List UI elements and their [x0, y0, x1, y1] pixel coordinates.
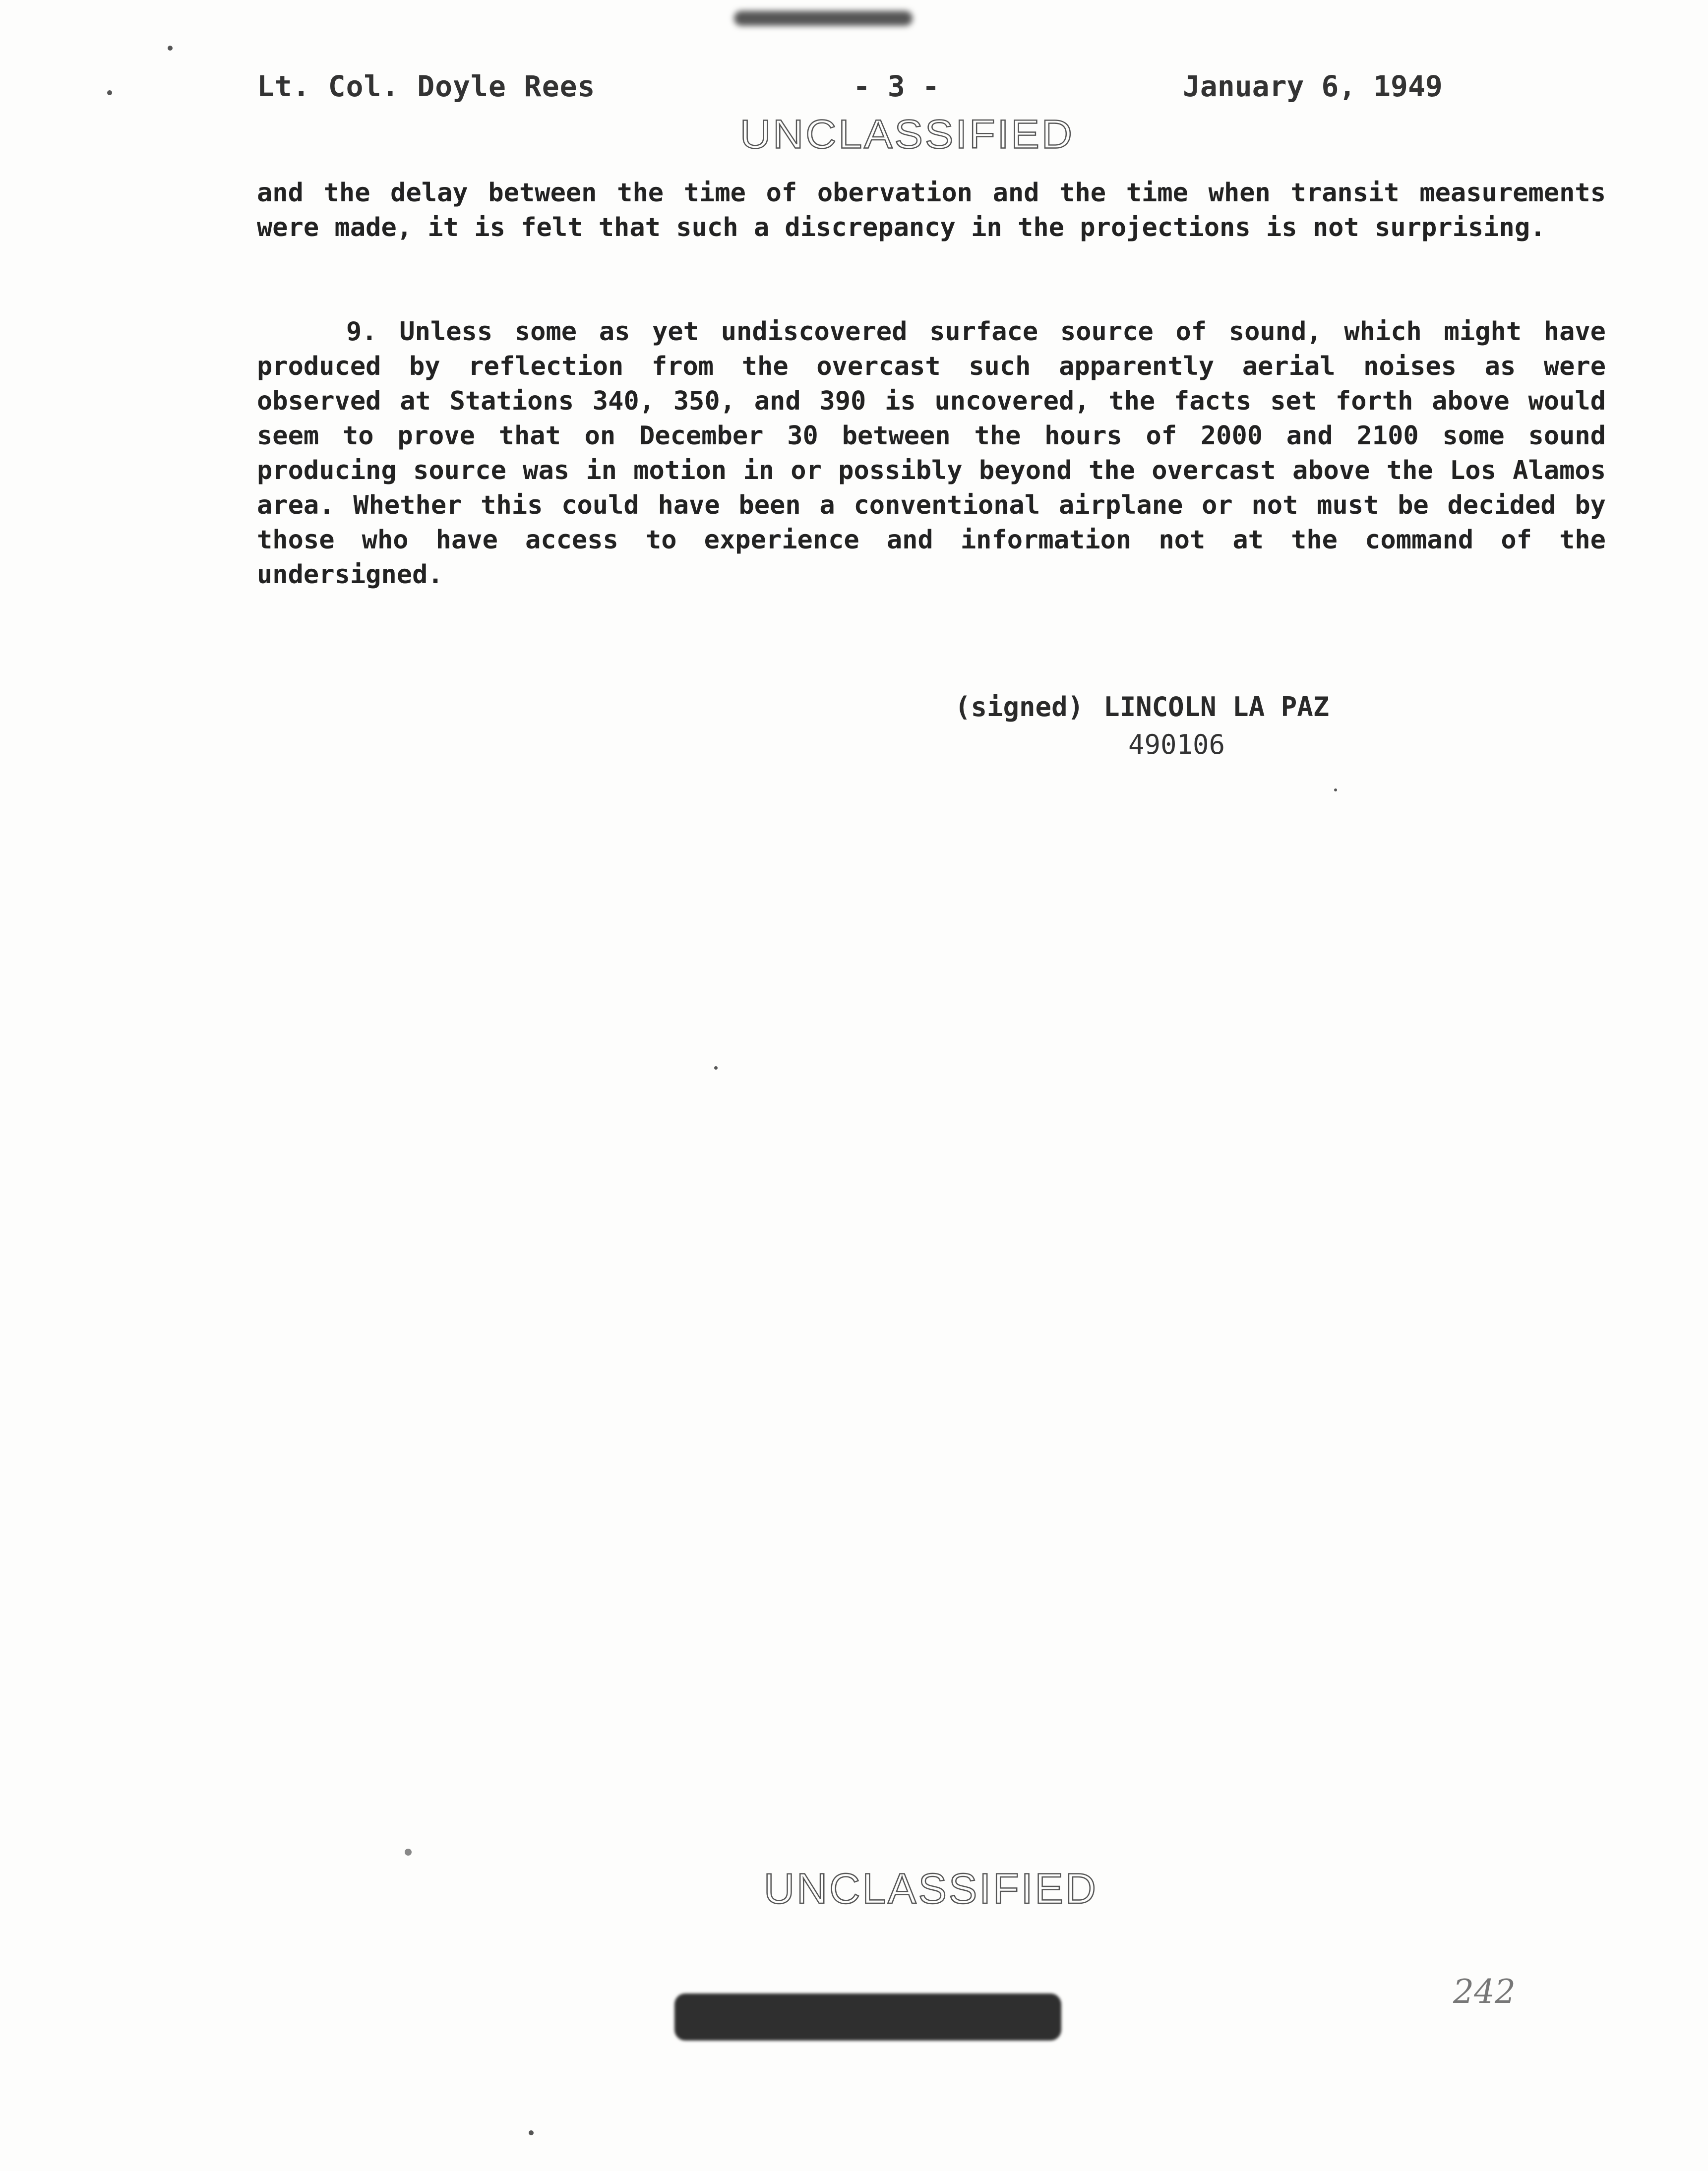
signature-block [955, 688, 1329, 764]
bottom-redaction-mark [674, 1993, 1061, 2041]
scan-speck [168, 46, 173, 51]
handwritten-page-note: 242 [1453, 1973, 1516, 2011]
scan-speck [107, 90, 112, 95]
paragraph-9: 9. Unless some as yet undiscovered surface source of sound, which might have produced by reflection from the overcast such apparently aerial noises as were observed at Stations 340, 350, and 390 is uncovered, the facts set forth above would seem to prove that on December 30 between the hours of 2000 and 2100 some sound producing source was in motion in or possibly beyond the overcast above the Los Alamos area. Whether this could have been a conventional airplane or not must be decided by those who have access to experience and information not at the command of the undersigned. [257, 317, 1606, 590]
signed-prefix: (signed) [955, 691, 1084, 723]
scan-speck [1334, 788, 1337, 791]
signer-name: LINCOLN LA PAZ [1103, 691, 1330, 723]
scan-speck [714, 1066, 718, 1070]
paragraph-continuation: and the delay between the time of obervation and the time when transit measurements were made, it is felt that such a discrepancy in the projections is not surprising. [257, 178, 1606, 242]
header-page-number: - 3 - [853, 69, 940, 103]
scan-speck [529, 2130, 534, 2135]
header-recipient: Lt. Col. Doyle Rees [257, 69, 596, 103]
scan-speck [405, 1849, 412, 1856]
unclassified-stamp-bottom: UNCLASSIFIED [764, 1865, 1098, 1913]
header-date: January 6, 1949 [1183, 69, 1443, 103]
signature-line [955, 688, 1329, 726]
document-code: 490106 [1128, 729, 1225, 760]
top-redaction-mark [734, 11, 913, 26]
unclassified-stamp-top: UNCLASSIFIED [740, 112, 1075, 157]
